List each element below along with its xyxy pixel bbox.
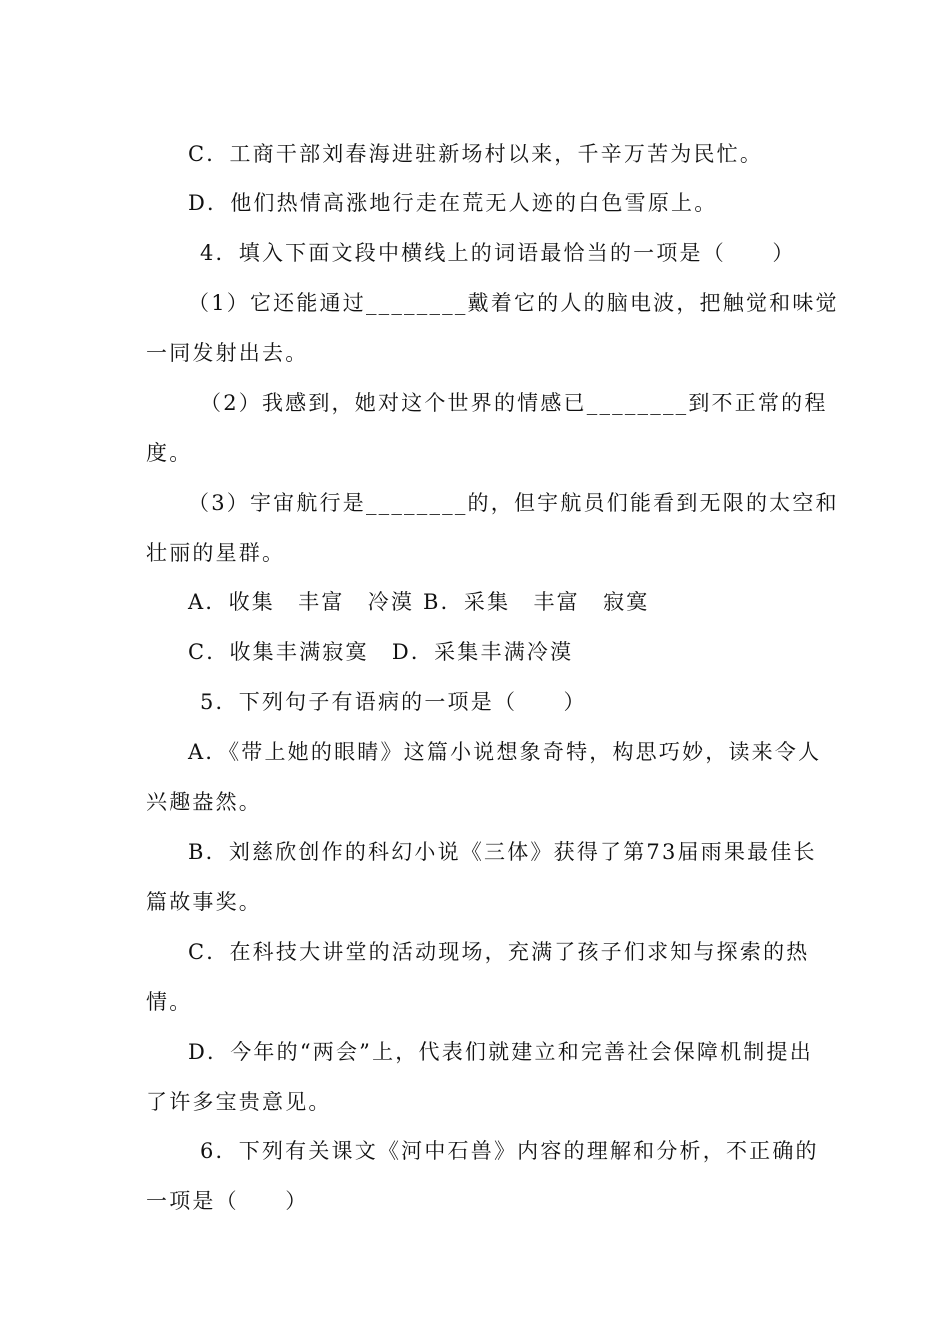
q5-option-d: D．今年的“两会”上，代表们就建立和完善社会保障机制提出 [188,1040,813,1064]
q4-stem: 4．填入下面文段中横线上的词语最恰当的一项是（ ） [200,241,796,265]
q6-stem-cont: 一项是（ ） [146,1189,309,1213]
q4-sentence-3-cont: 壮丽的星群。 [146,541,286,565]
q3-option-d: D．他们热情高涨地行走在荒无人迹的白色雪原上。 [188,191,718,215]
q4-sentence-1: （1）它还能通过________戴着它的人的脑电波，把触觉和味觉 [188,291,839,315]
q5-option-c-cont: 情。 [146,990,193,1014]
q5-stem: 5．下列句子有语病的一项是（ ） [200,690,587,714]
q5-option-a: A．《带上她的眼睛》这篇小说想象奇特，构思巧妙，读来令人 [188,740,822,764]
q3-option-c: C．工商干部刘春海进驻新场村以来，千辛万苦为民忙。 [188,142,764,166]
q4-sentence-2-cont: 度。 [146,441,193,465]
q6-stem: 6．下列有关课文《河中石兽》内容的理解和分析，不正确的 [200,1139,819,1163]
q5-option-c: C．在科技大讲堂的活动现场，充满了孩子们求知与探索的热 [188,940,810,964]
q5-option-d-cont: 了许多宝贵意见。 [146,1090,332,1114]
q4-sentence-1-cont: 一同发射出去。 [146,341,309,365]
q4-options-ab: A．收集 丰富 冷漠 B．采集 丰富 寂寞 [188,590,650,614]
q4-sentence-3: （3）宇宙航行是________的，但宇航员们能看到无限的太空和 [188,491,839,515]
q5-option-b: B．刘慈欣创作的科幻小说《三体》获得了第73届雨果最佳长 [188,840,817,864]
q5-option-b-cont: 篇故事奖。 [146,890,262,914]
q4-options-cd: C．收集丰满寂寞 D．采集丰满冷漠 [188,640,574,664]
q4-sentence-2: （2）我感到，她对这个世界的情感已________到不正常的程 [200,391,828,415]
q5-option-a-cont: 兴趣盎然。 [146,790,262,814]
